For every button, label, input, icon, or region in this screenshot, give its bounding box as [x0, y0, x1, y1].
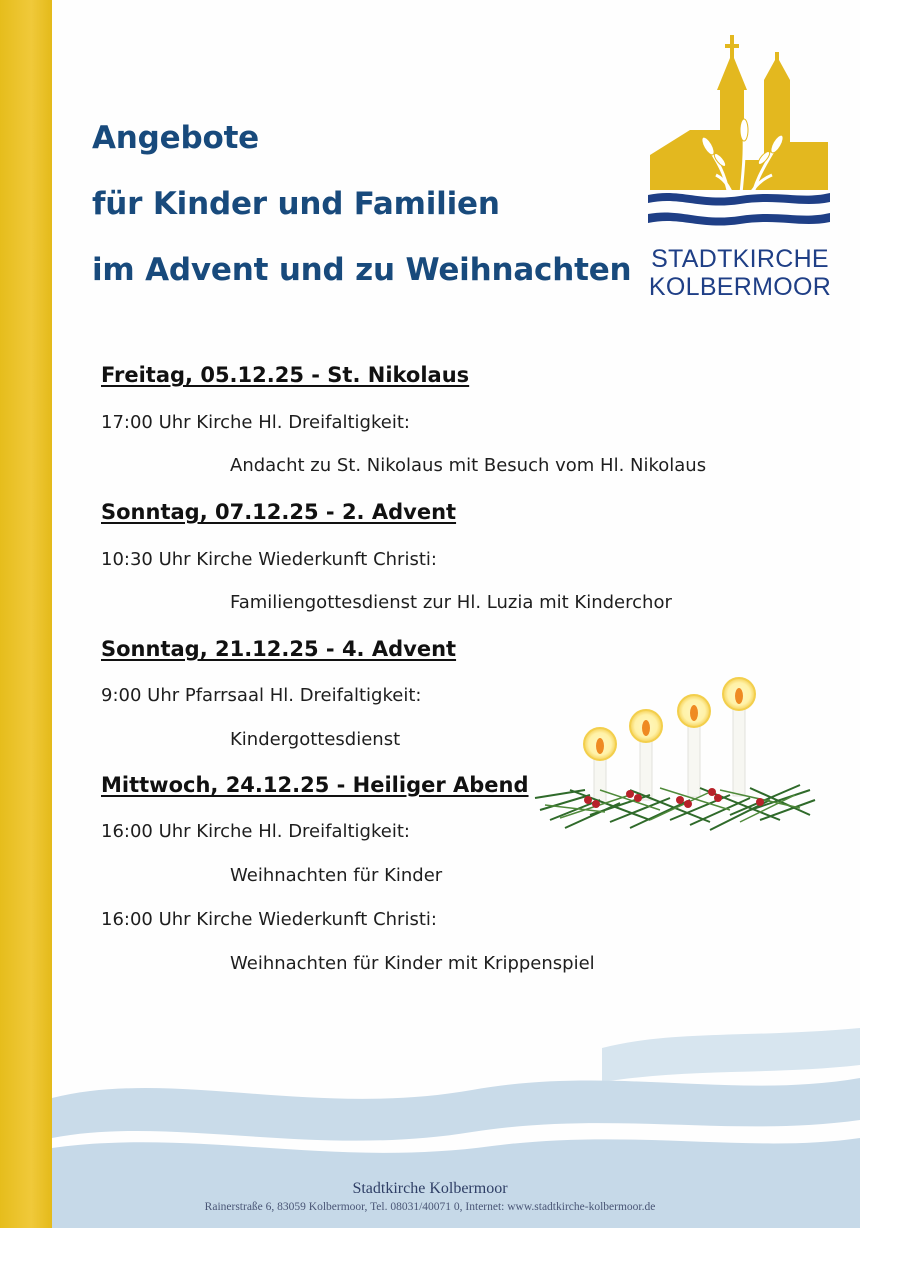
event-description: Andacht zu St. Nikolaus mit Besuch vom Hl. Nikolaus: [230, 455, 707, 476]
event-description: Familiengottesdienst zur Hl. Luzia mit Kinderchor: [230, 592, 672, 613]
title-line-3: im Advent und zu Weihnachten: [92, 252, 632, 288]
stadtkirche-logo: [640, 30, 840, 310]
event-description: Kindergottesdienst: [230, 729, 401, 750]
event-place: 16:00 Uhr Kirche Hl. Dreifaltigkeit:: [101, 821, 410, 842]
event-description: Weihnachten für Kinder mit Krippenspiel: [230, 953, 595, 974]
event-place: 16:00 Uhr Kirche Wiederkunft Christi:: [101, 909, 437, 930]
church-logo-icon: [640, 30, 840, 245]
logo-text-line-2: KOLBERMOOR: [648, 273, 832, 301]
event-place: 10:30 Uhr Kirche Wiederkunft Christi:: [101, 549, 437, 570]
advent-wreath-icon: [530, 670, 820, 855]
footer-address: Rainerstraße 6, 83059 Kolbermoor, Tel. 08031/40071 0, Internet: www.stadtkirche-kolbermoor.de: [204, 1201, 656, 1213]
event-place: 9:00 Uhr Pfarrsaal Hl. Dreifaltigkeit:: [101, 685, 422, 706]
gold-side-bar: [0, 0, 52, 1228]
footer-name: Stadtkirche Kolbermoor: [352, 1180, 508, 1197]
title-line-1: Angebote: [92, 120, 260, 156]
event-description: Weihnachten für Kinder: [230, 865, 443, 886]
title-line-2: für Kinder und Familien: [92, 186, 500, 222]
event-heading-heiliger-abend: Mittwoch, 24.12.25 - Heiliger Abend: [101, 773, 529, 797]
event-heading-4-advent: Sonntag, 21.12.25 - 4. Advent: [101, 637, 457, 661]
event-heading-nikolaus: Freitag, 05.12.25 - St. Nikolaus: [101, 363, 470, 387]
event-heading-2-advent: Sonntag, 07.12.25 - 2. Advent: [101, 500, 457, 524]
event-place: 17:00 Uhr Kirche Hl. Dreifaltigkeit:: [101, 412, 410, 433]
logo-text-line-1: STADTKIRCHE: [651, 245, 829, 273]
